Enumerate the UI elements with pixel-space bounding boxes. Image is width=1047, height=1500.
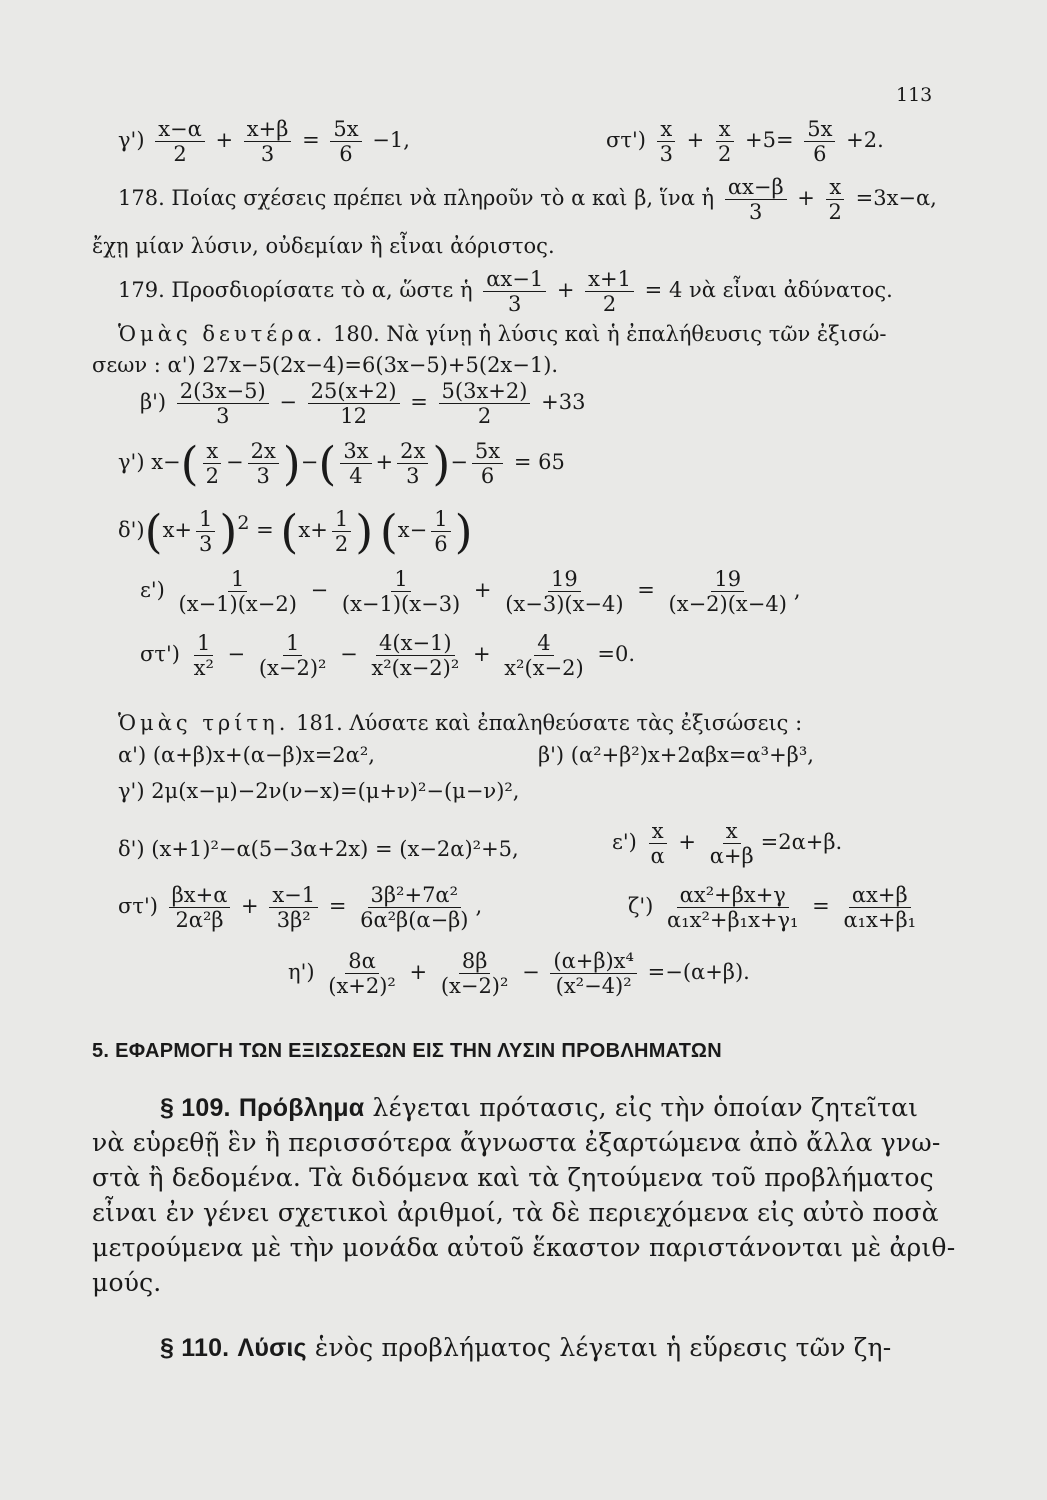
fraction: $\frac{4(x-1)}{\text{x²(x−2)²}}$: [371, 631, 460, 681]
fraction: $\frac{2(3x-5)}{3}$: [177, 380, 269, 427]
fraction: $\frac{5(3x+2)}{2}$: [439, 380, 531, 427]
ex179: 179. Προσδιορίσατε τὸ α, ὥστε ἡ $\frac{\alpha x-1}{3}$ + $\frac{x+1}{2}$ = 4 νὰ εἶναι ἀδύνατος.: [118, 267, 893, 317]
fraction: $\frac{4}{\text{x²(x−2)}}$: [504, 631, 584, 681]
fraction: $\frac{3x}{4}$: [340, 440, 371, 487]
fraction: $\frac{8\beta}{\text{(x−2)²}}$: [440, 949, 509, 999]
fraction: $\frac{x-\alpha}{2}$: [155, 118, 205, 165]
fraction: $\frac{\text{(α+β)x⁴}}{\text{(x²−4)²}}$: [550, 950, 637, 997]
term: Πρόβλημα: [238, 1094, 365, 1122]
fraction: $\frac{x+\beta}{3}$: [244, 118, 292, 165]
para110-line1: § 110. Λύσις ἑνὸς προβλήματος λέγεται ἡ εὕρεσις τῶν ζη-: [160, 1333, 892, 1362]
para109-line1: § 109. Πρόβλημα λέγεται πρότασις, εἰς τὴν ὁποίαν ζητεῖται: [160, 1093, 919, 1122]
fraction: $\frac{5x}{6}$: [472, 440, 503, 487]
para109-line3: στὰ ἢ δεδομένα. Τὰ διδόμενα καὶ τὰ ζητούμενα τοῦ προβλήματος: [92, 1163, 934, 1192]
fraction: $\frac{\alpha x+\beta}{\text{α₁x+β₁}}$: [843, 883, 917, 933]
ex178-line1: 178. Ποίας σχέσεις πρέπει νὰ πληροῦν τὸ α καὶ β, ἵνα ἡ $\frac{\alpha x-\beta}{3}$ + $\frac{x}{2}$ =3x−α,: [118, 175, 937, 225]
ex181-alpha: α') (α+β)x+(α−β)x=2α²,: [118, 743, 375, 767]
ex181-eta: η') $\frac{8\alpha}{\text{(x+2)²}}$ + $\frac{8\beta}{\text{(x−2)²}}$ − $\frac{\text{(α+β)x⁴}}{\text{(x²−4)²}}$ =−(α+β).: [288, 949, 750, 999]
fraction: $\frac{x}{2}$: [203, 440, 222, 487]
ex181-st: στ') $\frac{\beta x+\alpha}{\text{2α²β}}$ + $\frac{x-1}{\text{3β²}}$ = $\frac{\text{3β²+7α²}}{\text{6α²β(α−β)}}$ ,: [118, 883, 483, 933]
term: Λύσις: [237, 1334, 307, 1362]
fraction: $\frac{2x}{3}$: [397, 440, 428, 487]
fraction: $\frac{x+1}{2}$: [585, 268, 634, 315]
section-heading: 5. ΕΦΑΡΜΟΓΗ ΤΩΝ ΕΞΙΣΩΣΕΩΝ ΕΙΣ ΤΗΝ ΛΥΣΙΝ ΠΡΟΒΛΗΜΑΤΩΝ: [92, 1040, 722, 1062]
section-number: § 109.: [160, 1094, 231, 1122]
ex180-st: στ') $\frac{1}{\text{x²}}$ − $\frac{1}{\text{(x−2)²}}$ − $\frac{4(x-1)}{\text{x²(x−2)²}}$ + $\frac{4}{\text{x²(x−2)}}$ =0.: [140, 631, 635, 681]
fraction: $\frac{1}{(x-1)(x-3)}$: [341, 567, 461, 617]
ex181-zeta: ζ') $\frac{\text{αx²+βx+γ}}{\text{α₁x²+β₁x+γ₁}}$ = $\frac{\alpha x+\beta}{\text{α₁x+β₁}}$: [628, 884, 923, 931]
fraction: $\frac{\alpha x-1}{3}$: [483, 268, 546, 315]
ex177-gamma: γ') $\frac{x-\alpha}{2}$ + $\frac{x+\beta}{3}$ = $\frac{5x}{6}$ −1,: [118, 117, 410, 167]
group-title: Ὁμὰς δευτέρα.: [118, 322, 327, 346]
ex181-epsilon: ε') $\frac{x}{\alpha}$ + $\frac{x}{\alpha+\beta}$ =2α+β.: [612, 819, 843, 869]
para109-line5: μετρούμενα μὲ τὴν μονάδα αὐτοῦ ἕκαστον παριστάνονται μὲ ἀριθ-: [92, 1233, 956, 1262]
fraction: $\frac{x}{2}$: [826, 176, 845, 223]
para109-line2: νὰ εὑρεθῇ ἓν ἢ περισσότερα ἄγνωστα ἐξαρτώμενα ἀπὸ ἄλλα γνω-: [92, 1128, 941, 1157]
ex178-line2: ἔχῃ μίαν λύσιν, οὐδεμίαν ἢ εἶναι ἀόριστος.: [92, 234, 555, 258]
fraction: $\frac{1}{3}$: [196, 508, 215, 555]
fraction: $\frac{8\alpha}{\text{(x+2)²}}$: [328, 949, 396, 999]
fraction: $\frac{\text{3β²+7α²}}{\text{6α²β(α−β)}}$: [360, 883, 469, 933]
ex181-gamma: γ') 2μ(x−μ)−2ν(ν−x)=(μ+ν)²−(μ−ν)²,: [118, 779, 520, 803]
fraction: $\frac{1}{\text{x²}}$: [193, 631, 214, 681]
ex180-alpha: σεων : α') 27x−5(2x−4)=6(3x−5)+5(2x−1).: [92, 353, 559, 377]
fraction: $\frac{5x}{6}$: [804, 118, 835, 165]
fraction: $\frac{19}{(x-3)(x-4)}$: [505, 567, 624, 617]
ex177-st: στ') $\frac{x}{3}$ + $\frac{x}{2}$ +5= $\frac{5x}{6}$ +2.: [606, 117, 884, 167]
page-number: 113: [896, 84, 933, 106]
group3-heading-line: Ὁμὰς τρίτη. 181. Λύσατε καὶ ἐπαληθεύσατε τὰς ἐξισώσεις :: [118, 711, 803, 735]
section-number: § 110.: [160, 1334, 230, 1362]
para109-line4: εἶναι ἐν γένει σχετικοὶ ἀριθμοί, τὰ δὲ περιεχόμενα εἰς αὐτὸ ποσὰ: [92, 1198, 939, 1227]
fraction: $\frac{1}{\text{(x−2)²}}$: [258, 631, 327, 681]
label: γ'): [118, 128, 145, 153]
ex181-delta: δ') (x+1)²−α(5−3α+2x) = (x−2α)²+5,: [118, 837, 519, 861]
fraction: $\frac{x}{2}$: [715, 118, 734, 165]
fraction: $\frac{2x}{3}$: [248, 440, 279, 487]
fraction: $\frac{25(x+2)}{12}$: [308, 380, 400, 427]
fraction: $\frac{1}{6}$: [431, 508, 450, 555]
fraction: $\frac{x-1}{\text{3β²}}$: [269, 884, 318, 931]
ex180-gamma: γ') x−( $\frac{x}{2}$ − $\frac{2x}{3}$ )−( $\frac{3x}{4}$ + $\frac{2x}{3}$ )− $\frac{5x}{6}$ = 65: [118, 436, 565, 491]
ex180-beta: β') $\frac{2(3x-5)}{3}$ − $\frac{25(x+2)}{12}$ = $\frac{5(3x+2)}{2}$ +33: [140, 379, 586, 429]
fraction: $\frac{\beta x+\alpha}{\text{2α²β}}$: [169, 884, 231, 931]
ex180-epsilon: ε') $\frac{1}{(x-1)(x-2)}$ − $\frac{1}{(x-1)(x-3)}$ + $\frac{19}{(x-3)(x-4)}$ = $\frac{19}{(x-2)(x-4)}$ ,: [140, 567, 801, 617]
fraction: $\frac{1}{(x-1)(x-2)}$: [178, 567, 297, 617]
group2-heading-line: Ὁμὰς δευτέρα. 180. Νὰ γίνῃ ἡ λύσις καὶ ἡ ἐπαλήθευσις τῶν ἐξισώ-: [118, 322, 887, 346]
fraction: $\frac{1}{2}$: [332, 508, 351, 555]
ex180-delta: δ')(x+ $\frac{1}{3}$ )$^2$ = (x+ $\frac{1}{2}$ ) (x− $\frac{1}{6}$ ): [118, 504, 473, 559]
ex181-beta: β') (α²+β²)x+2αβx=α³+β³,: [538, 743, 814, 767]
group-title: Ὁμὰς τρίτη.: [118, 711, 290, 735]
fraction: $\frac{x}{\alpha+\beta}$: [709, 819, 754, 869]
fraction: $\frac{x}{3}$: [657, 118, 676, 165]
fraction: $\frac{x}{\alpha}$: [650, 819, 665, 869]
para109-line6: μούς.: [92, 1268, 162, 1297]
fraction: $\frac{5x}{6}$: [330, 118, 361, 165]
fraction: $\frac{\alpha x-\beta}{3}$: [725, 176, 787, 223]
fraction: $\frac{\text{αx²+βx+γ}}{\text{α₁x²+β₁x+γ₁}}$: [667, 883, 799, 933]
fraction: $\frac{19}{(x-2)(x-4)}$: [668, 567, 787, 617]
